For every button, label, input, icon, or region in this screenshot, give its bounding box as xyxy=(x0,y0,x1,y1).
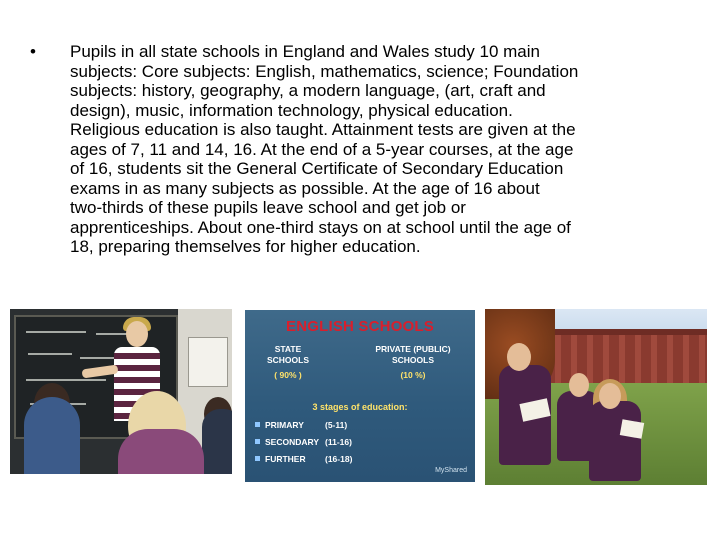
state-percent: ( 90% ) xyxy=(274,370,302,380)
text-line: of 16, students sit the General Certificate of Secondary Education xyxy=(70,159,564,178)
state-schools: STATE SCHOOLS ( 90% ) xyxy=(253,344,323,381)
stages-heading: 3 stages of education: xyxy=(312,402,408,412)
text-line: Religious education is also taught. Attainment tests are given at the xyxy=(70,120,576,139)
bullet-square-icon xyxy=(255,456,260,461)
private-percent: (10 %) xyxy=(400,370,426,380)
brand-watermark: MyShared xyxy=(435,467,467,474)
bullet-marker: • xyxy=(30,42,36,61)
text-line: two-thirds of these pupils leave school and get job or xyxy=(70,198,466,217)
classroom-photo xyxy=(10,309,232,474)
student xyxy=(118,429,204,474)
text-line: ages of 7, 11 and 14, 16. At the end of a 5-year courses, at the age xyxy=(70,139,574,159)
private-schools: PRIVATE (PUBLIC) SCHOOLS (10 %) xyxy=(363,344,463,381)
text-line: exams in as many subjects as possible. At the age of 16 about xyxy=(70,178,540,198)
text-line: subjects: Core subjects: English, mathematics, science; Foundation xyxy=(70,61,579,81)
wall-poster xyxy=(188,337,228,387)
bullet-square-icon xyxy=(255,439,260,444)
campus-photo xyxy=(485,309,707,485)
stage-item: PRIMARY (5-11) xyxy=(255,416,352,433)
text-line: Pupils in all state schools in England and Wales study 10 main xyxy=(70,42,540,61)
school-building xyxy=(545,335,707,385)
stage-item: FURTHER (16-18) xyxy=(255,450,352,467)
text-line: design), music, information technology, physical education. xyxy=(70,100,513,120)
slide-title: ENGLISH SCHOOLS xyxy=(285,318,434,335)
pupil xyxy=(589,401,641,481)
english-schools-slide xyxy=(245,310,475,482)
body-text xyxy=(70,42,578,257)
text-line: 18, preparing themselves for higher education. xyxy=(70,237,421,256)
text-line: subjects: history, geography, a modern language, (art, craft and xyxy=(70,81,546,100)
bullet-paragraph xyxy=(30,42,680,257)
student xyxy=(202,409,232,474)
teacher xyxy=(126,321,148,347)
text-line: apprenticeships. About one-third stays on at school until the age of xyxy=(70,217,571,237)
bullet-square-icon xyxy=(255,422,260,427)
student xyxy=(24,397,80,474)
stage-item: SECONDARY (11-16) xyxy=(255,433,352,450)
stage-list xyxy=(255,416,352,467)
